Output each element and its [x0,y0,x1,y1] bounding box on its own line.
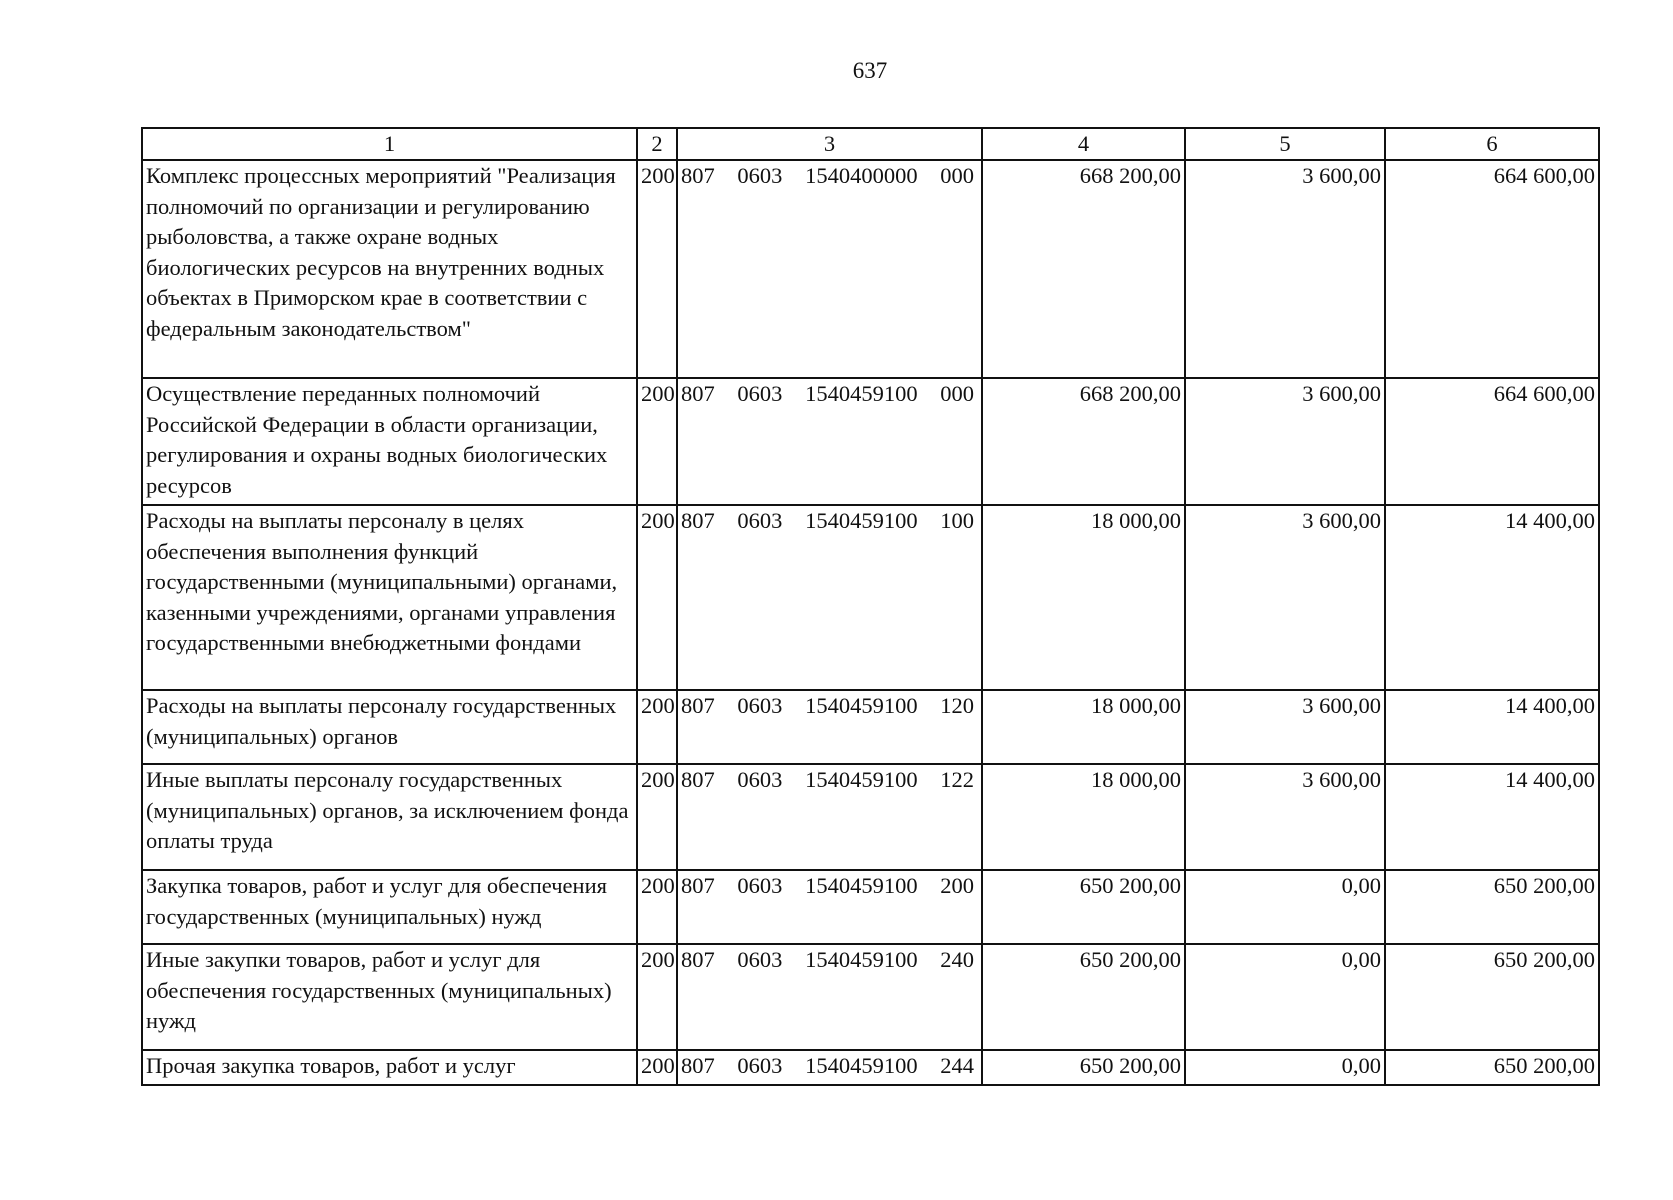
code-type: 122 [940,767,974,792]
code-807: 807 [681,873,715,898]
code-807: 807 [681,1053,715,1078]
row-col2: 200 [637,944,677,1050]
row-col4: 668 200,00 [982,378,1185,505]
row-col2: 200 [637,764,677,870]
code-section: 0603 [737,693,783,718]
code-section: 0603 [737,1053,783,1078]
code-target: 1540459100 [805,767,918,792]
page-number: 637 [852,58,888,83]
row-col6: 650 200,00 [1385,944,1599,1050]
code-type: 100 [940,508,974,533]
row-name: Иные выплаты персоналу государственных (муниципальных) органов, за исключением фонда оплаты труда [142,764,637,870]
code-target: 1540459100 [805,873,918,898]
row-col2: 200 [637,505,677,690]
code-section: 0603 [737,163,783,188]
table-row [142,870,1599,944]
header-col-1: 1 [142,128,637,160]
row-col6: 14 400,00 [1385,505,1599,690]
row-col4: 650 200,00 [982,1050,1185,1085]
row-col5: 0,00 [1185,1050,1385,1085]
row-col4: 650 200,00 [982,944,1185,1050]
table-row [142,160,1599,378]
row-name: Прочая закупка товаров, работ и услуг [142,1050,637,1085]
code-section: 0603 [737,767,783,792]
header-col-3: 3 [677,128,982,160]
code-target: 1540459100 [805,693,918,718]
header-col-6: 6 [1385,128,1599,160]
row-codes [677,1050,982,1085]
row-codes [677,505,982,690]
row-name: Осуществление переданных полномочий Российской Федерации в области организации, регулирования и охраны водных биологических ресурсов [142,378,637,505]
table-row [142,378,1599,505]
code-target: 1540459100 [805,508,918,533]
table-header-row [142,128,1599,160]
row-col2: 200 [637,690,677,764]
table-row [142,764,1599,870]
row-col5: 3 600,00 [1185,764,1385,870]
code-section: 0603 [737,873,783,898]
code-target: 1540459100 [805,381,918,406]
row-col5: 3 600,00 [1185,690,1385,764]
row-col4: 668 200,00 [982,160,1185,378]
row-name: Расходы на выплаты персоналу в целях обеспечения выполнения функций государственными (муниципальными) органами, казенными учреждениями, органами управления государственными внебюджетными фондами [142,505,637,690]
code-type: 200 [940,873,974,898]
table-row [142,944,1599,1050]
row-col4: 18 000,00 [982,690,1185,764]
row-codes [677,764,982,870]
code-section: 0603 [737,381,783,406]
row-col5: 0,00 [1185,870,1385,944]
row-col6: 650 200,00 [1385,1050,1599,1085]
row-name: Комплекс процессных мероприятий "Реализация полномочий по организации и регулированию рыболовства, а также охране водных биологических ресурсов на внутренних водных объектах в Приморском крае в соответствии с федеральным законодательством" [142,160,637,378]
code-807: 807 [681,381,715,406]
code-target: 1540459100 [805,947,918,972]
row-col6: 664 600,00 [1385,160,1599,378]
code-type: 000 [940,163,974,188]
row-col6: 14 400,00 [1385,764,1599,870]
code-type: 244 [940,1053,974,1078]
code-807: 807 [681,947,715,972]
row-codes [677,160,982,378]
row-col2: 200 [637,160,677,378]
row-col6: 650 200,00 [1385,870,1599,944]
code-target: 1540459100 [805,1053,918,1078]
row-name: Иные закупки товаров, работ и услуг для обеспечения государственных (муниципальных) нужд [142,944,637,1050]
row-col6: 14 400,00 [1385,690,1599,764]
row-col2: 200 [637,1050,677,1085]
row-col6: 664 600,00 [1385,378,1599,505]
row-codes [677,690,982,764]
code-type: 120 [940,693,974,718]
code-section: 0603 [737,508,783,533]
row-col5: 3 600,00 [1185,505,1385,690]
row-col5: 3 600,00 [1185,378,1385,505]
row-col4: 18 000,00 [982,505,1185,690]
row-name: Расходы на выплаты персоналу государственных (муниципальных) органов [142,690,637,764]
row-col4: 18 000,00 [982,764,1185,870]
row-col5: 0,00 [1185,944,1385,1050]
row-col2: 200 [637,378,677,505]
table-row [142,1050,1599,1085]
table-row [142,690,1599,764]
table-row [142,505,1599,690]
row-codes [677,944,982,1050]
code-type: 000 [940,381,974,406]
row-name: Закупка товаров, работ и услуг для обеспечения государственных (муниципальных) нужд [142,870,637,944]
header-col-5: 5 [1185,128,1385,160]
header-col-2: 2 [637,128,677,160]
header-col-4: 4 [982,128,1185,160]
budget-table [141,127,1600,1086]
code-type: 240 [940,947,974,972]
code-807: 807 [681,508,715,533]
code-target: 1540400000 [805,163,918,188]
row-col5: 3 600,00 [1185,160,1385,378]
row-codes [677,378,982,505]
code-section: 0603 [737,947,783,972]
row-col2: 200 [637,870,677,944]
row-codes [677,870,982,944]
code-807: 807 [681,767,715,792]
code-807: 807 [681,163,715,188]
code-807: 807 [681,693,715,718]
row-col4: 650 200,00 [982,870,1185,944]
